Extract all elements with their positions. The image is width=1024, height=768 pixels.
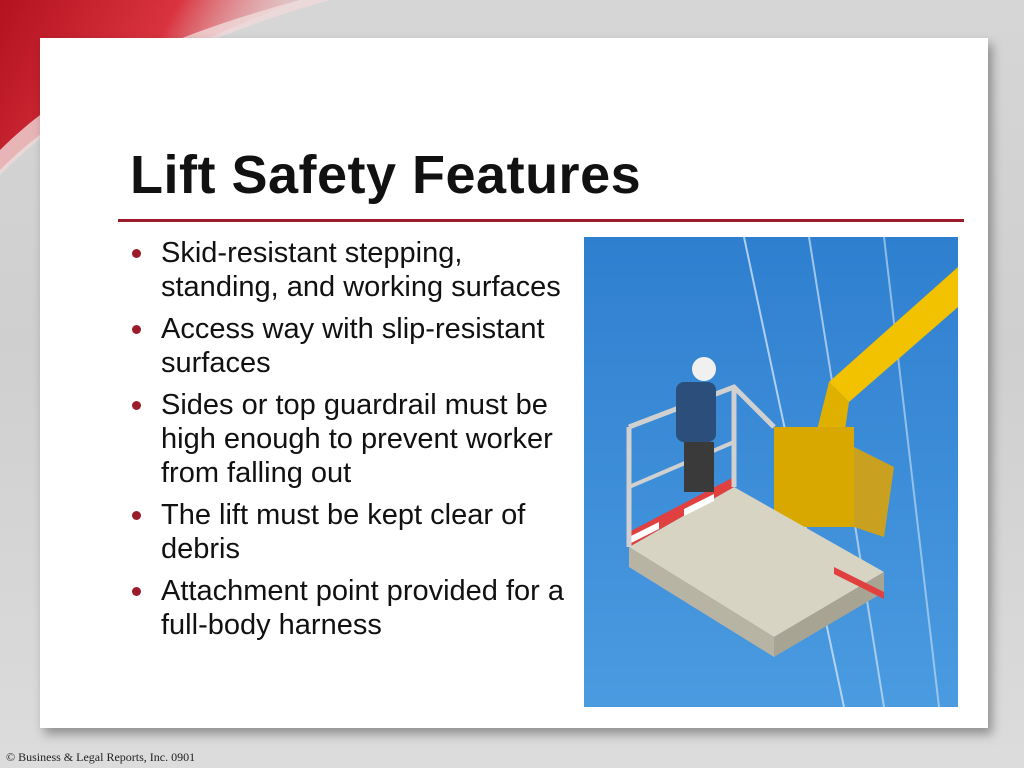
bullet-item: [130, 574, 580, 642]
bullet-icon: [132, 249, 141, 258]
bullet-item: [130, 388, 580, 490]
bullet-text: Attachment point provided for a full-body harness: [161, 575, 565, 641]
slide-title: Lift Safety Features: [130, 145, 642, 205]
bullet-text: Skid-resistant stepping, standing, and working surfaces: [161, 237, 561, 303]
bullet-icon: [132, 511, 141, 520]
bullet-text: Sides or top guardrail must be high enough to prevent worker from falling out: [161, 389, 553, 489]
bullet-text: The lift must be kept clear of debris: [161, 499, 526, 565]
aerial-lift-worker-icon: [584, 237, 958, 707]
bullet-item: [130, 498, 580, 566]
bullet-icon: [132, 325, 141, 334]
copyright-footer: © Business & Legal Reports, Inc. 0901: [6, 750, 196, 764]
bullet-icon: [132, 587, 141, 596]
bullet-text: Access way with slip-resistant surfaces: [161, 313, 545, 379]
aerial-lift-photo: [584, 237, 958, 707]
title-divider: [118, 219, 964, 222]
bullet-item: [130, 312, 580, 380]
bullet-list: [130, 236, 580, 650]
bullet-item: [130, 236, 580, 304]
bullet-icon: [132, 401, 141, 410]
